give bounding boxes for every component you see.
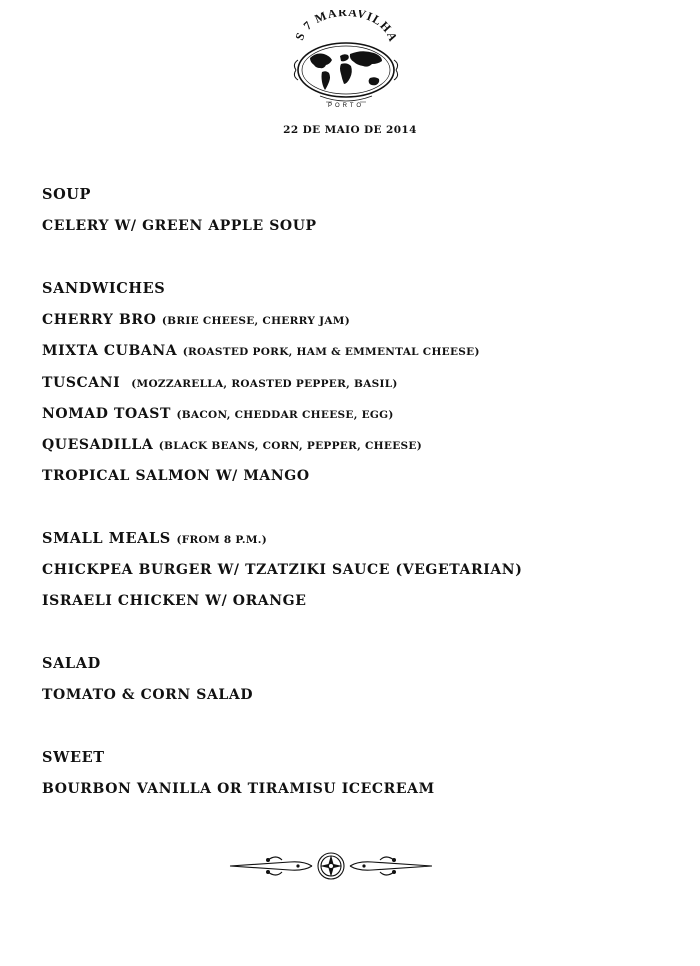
compass-divider (228, 848, 434, 884)
menu-item-note: (BRIE CHEESE, CHERRY JAM) (161, 315, 350, 328)
menu-item (42, 685, 672, 716)
menu-date: 22 DE MAIO DE 2014 (283, 124, 417, 136)
section-heading-sandwiches: SANDWICHES (42, 279, 166, 297)
menu-item (42, 373, 672, 404)
menu-item-name: NOMAD TOAST (42, 405, 171, 422)
menu-item-name: ISRAELI CHICKEN W/ ORANGE (42, 593, 307, 610)
menu-item-name: TROPICAL SALMON W/ MANGO (42, 468, 310, 485)
section-heading-small-meals (42, 529, 672, 560)
menu-item-note: (BACON, CHEDDAR CHEESE, EGG) (176, 408, 394, 421)
menu-item (42, 404, 672, 435)
menu-item-note: (MOZZARELLA, ROASTED PEPPER, BASIL) (131, 377, 398, 390)
section-heading-sweet: SWEET (42, 749, 105, 766)
menu-item-name: CHERRY BRO (42, 312, 157, 329)
menu-item-name: CHICKPEA BURGER W/ TZATZIKI SAUCE (VEGETARIAN) (42, 562, 523, 579)
menu-list (42, 185, 672, 810)
menu-item (42, 341, 672, 372)
menu-item-note: (BLACK BEANS, CORN, PEPPER, CHEESE) (158, 439, 422, 452)
svg-text:AS 7 MARAVILHAS (290, 10, 401, 44)
section-heading-label: SMALL MEALS (42, 529, 171, 547)
section-heading-salad: SALAD (42, 655, 101, 673)
logo-city-text: PORTO (327, 103, 365, 109)
section-heading-note: (FROM 8 P.M.) (176, 533, 267, 546)
menu-item (42, 466, 672, 497)
compass-rose-divider-icon (228, 848, 434, 884)
menu-item (42, 435, 672, 466)
menu-item-name: BOURBON VANILLA OR TIRAMISU ICECREAM (42, 781, 435, 798)
menu-item-name: CELERY W/ GREEN APPLE SOUP (42, 218, 317, 235)
menu-item-name: TOMATO & CORN SALAD (42, 687, 254, 704)
world-map-emblem-icon (290, 10, 402, 118)
menu-item-note: (ROASTED PORK, HAM & EMMENTAL CHEESE) (182, 346, 480, 359)
logo-arc-text: S 7 MARAVILHA (292, 10, 401, 45)
restaurant-logo (290, 10, 402, 118)
menu-item (42, 560, 672, 591)
menu-item (42, 779, 672, 810)
menu-item (42, 310, 672, 341)
menu-item (42, 591, 672, 622)
menu-item-name: TUSCANI (42, 374, 121, 391)
menu-item (42, 216, 672, 247)
menu-item-name: MIXTA CUBANA (42, 343, 178, 360)
menu-item-name: QUESADILLA (42, 436, 154, 453)
section-heading-soup: SOUP (42, 186, 92, 203)
